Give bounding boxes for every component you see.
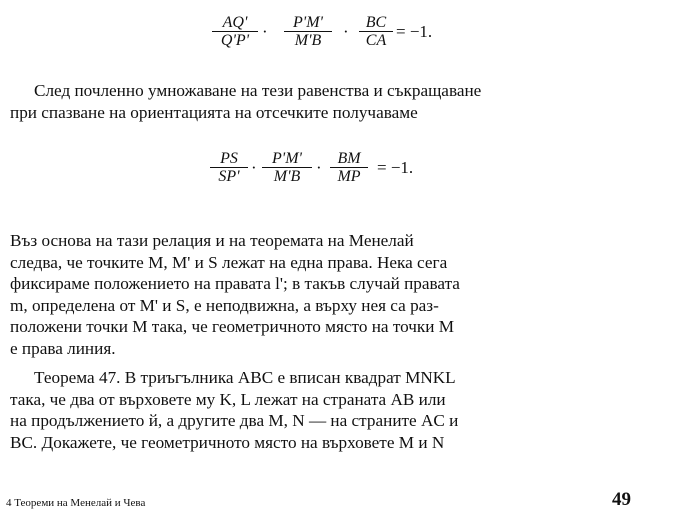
text-line: фиксираме положението на правата l'; в такъв случай правата xyxy=(10,274,460,293)
text-line: положени точки M така, че геометричното място на точки M xyxy=(10,317,455,336)
fraction-numerator: AQ' xyxy=(222,14,248,31)
fraction-denominator: Q'P' xyxy=(212,31,258,49)
equation-rhs: = −1. xyxy=(396,22,433,41)
text-line: следва, че точките M, M' и S лежат на една права. Нека сега xyxy=(10,252,448,272)
fraction-numerator: P'M' xyxy=(293,14,323,31)
multiplication-dot: · xyxy=(251,158,257,177)
fraction-aq-qp xyxy=(212,14,258,49)
running-head: 4 Теореми на Менелай и Чева xyxy=(6,497,146,509)
text-line: След почленно умножаване на тези равенства и съкращаване xyxy=(34,81,482,100)
multiplication-dot: · xyxy=(316,158,322,177)
fraction-numerator: P'M' xyxy=(272,150,302,167)
text-line: при спазване на ориентацията на отсечките получаваме xyxy=(10,102,418,122)
fraction-ps-sp xyxy=(210,150,248,185)
text-line: BC. Докажете, че геометричното място на върховете M и N xyxy=(10,432,445,452)
text-line: така, че два от върховете му K, L лежат на страната AB или xyxy=(10,389,446,409)
fraction-denominator: M'B xyxy=(284,31,332,49)
multiplication-dot: · xyxy=(343,22,349,41)
text-line: на продължението й, а другите два M, N — на страните AC и xyxy=(10,411,459,430)
paragraph-menelaus xyxy=(10,230,660,359)
fraction-numerator: BM xyxy=(337,150,361,167)
fraction-denominator: MP xyxy=(330,167,368,185)
fraction-numerator: PS xyxy=(220,150,238,167)
fraction-pm-mb xyxy=(262,150,312,185)
fraction-pm-mb xyxy=(284,14,332,49)
text-line: е права линия. xyxy=(10,338,116,358)
fraction-bc-ca xyxy=(359,14,393,49)
text-line: Въз основа на тази релация и на теоремата на Менелай xyxy=(10,231,414,250)
fraction-bm-mp xyxy=(330,150,368,185)
multiplication-dot: · xyxy=(262,22,268,41)
fraction-denominator: SP' xyxy=(210,167,248,185)
paragraph-theorem-47 xyxy=(10,367,660,453)
fraction-denominator: M'B xyxy=(262,167,312,185)
fraction-denominator: CA xyxy=(359,31,393,49)
text-line: Теорема 47. В триъгълника ABC е вписан квадрат MNKL xyxy=(34,368,456,387)
text-line: m, определена от M' и S, е неподвижна, а върху нея са раз- xyxy=(10,295,439,315)
paragraph-intro xyxy=(10,80,660,123)
fraction-numerator: BC xyxy=(365,14,387,31)
equation-rhs: = −1. xyxy=(377,158,414,177)
page-number: 49 xyxy=(612,489,631,510)
